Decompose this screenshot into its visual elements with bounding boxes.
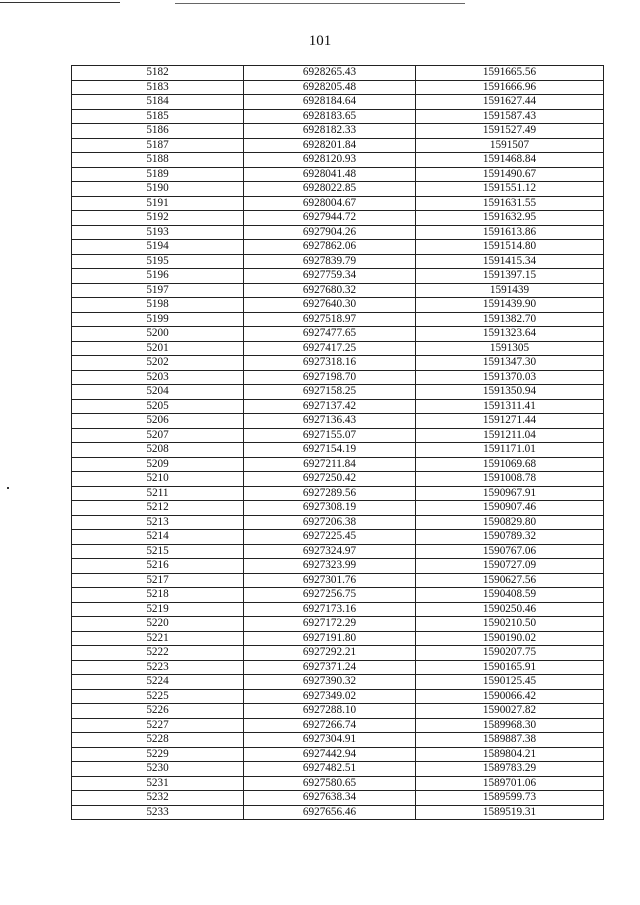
- x-coordinate-cell: 6927944.72: [244, 211, 416, 226]
- x-coordinate-cell: 6927482.51: [244, 762, 416, 777]
- x-coordinate-cell: 6927580.65: [244, 776, 416, 791]
- x-coordinate-cell: 6927371.24: [244, 660, 416, 675]
- point-number-cell: 5190: [72, 182, 244, 197]
- y-coordinate-cell: 1591382.70: [416, 312, 604, 327]
- y-coordinate-cell: 1590190.02: [416, 631, 604, 646]
- y-coordinate-cell: 1591527.49: [416, 124, 604, 139]
- table-row: [72, 283, 604, 298]
- x-coordinate-cell: 6927173.16: [244, 602, 416, 617]
- table-row: [72, 660, 604, 675]
- table-row: [72, 211, 604, 226]
- x-coordinate-cell: 6927225.45: [244, 530, 416, 545]
- table-row: [72, 501, 604, 516]
- point-number-cell: 5204: [72, 385, 244, 400]
- point-number-cell: 5197: [72, 283, 244, 298]
- y-coordinate-cell: 1590907.46: [416, 501, 604, 516]
- point-number-cell: 5224: [72, 675, 244, 690]
- x-coordinate-cell: 6927323.99: [244, 559, 416, 574]
- point-number-cell: 5233: [72, 805, 244, 820]
- scan-artifact-line: [0, 2, 120, 3]
- y-coordinate-cell: 1591490.67: [416, 167, 604, 182]
- x-coordinate-cell: 6927680.32: [244, 283, 416, 298]
- table-row: [72, 515, 604, 530]
- point-number-cell: 5212: [72, 501, 244, 516]
- table-row: [72, 80, 604, 95]
- y-coordinate-cell: 1591468.84: [416, 153, 604, 168]
- x-coordinate-cell: 6927206.38: [244, 515, 416, 530]
- table-row: [72, 472, 604, 487]
- point-number-cell: 5191: [72, 196, 244, 211]
- table-row: [72, 312, 604, 327]
- x-coordinate-cell: 6927250.42: [244, 472, 416, 487]
- point-number-cell: 5221: [72, 631, 244, 646]
- x-coordinate-cell: 6928205.48: [244, 80, 416, 95]
- y-coordinate-cell: 1590408.59: [416, 588, 604, 603]
- point-number-cell: 5182: [72, 66, 244, 81]
- table-row: [72, 588, 604, 603]
- y-coordinate-cell: 1589519.31: [416, 805, 604, 820]
- table-row: [72, 443, 604, 458]
- point-number-cell: 5222: [72, 646, 244, 661]
- table-row: [72, 370, 604, 385]
- y-coordinate-cell: 1591347.30: [416, 356, 604, 371]
- table-row: [72, 153, 604, 168]
- x-coordinate-cell: 6927904.26: [244, 225, 416, 240]
- point-number-cell: 5186: [72, 124, 244, 139]
- y-coordinate-cell: 1590727.09: [416, 559, 604, 574]
- y-coordinate-cell: 1590165.91: [416, 660, 604, 675]
- x-coordinate-cell: 6927154.19: [244, 443, 416, 458]
- point-number-cell: 5209: [72, 457, 244, 472]
- y-coordinate-cell: 1590627.56: [416, 573, 604, 588]
- point-number-cell: 5185: [72, 109, 244, 124]
- x-coordinate-cell: 6927638.34: [244, 791, 416, 806]
- point-number-cell: 5206: [72, 414, 244, 429]
- table-row: [72, 254, 604, 269]
- scan-artifact-dot: [7, 487, 9, 489]
- point-number-cell: 5210: [72, 472, 244, 487]
- table-row: [72, 573, 604, 588]
- y-coordinate-cell: 1591632.95: [416, 211, 604, 226]
- y-coordinate-cell: 1589887.38: [416, 733, 604, 748]
- table-row: [72, 544, 604, 559]
- y-coordinate-cell: 1591397.15: [416, 269, 604, 284]
- point-number-cell: 5219: [72, 602, 244, 617]
- table-row: [72, 66, 604, 81]
- x-coordinate-cell: 6927288.10: [244, 704, 416, 719]
- table-row: [72, 791, 604, 806]
- table-row: [72, 138, 604, 153]
- y-coordinate-cell: 1591311.41: [416, 399, 604, 414]
- point-number-cell: 5193: [72, 225, 244, 240]
- y-coordinate-cell: 1591551.12: [416, 182, 604, 197]
- x-coordinate-cell: 6927656.46: [244, 805, 416, 820]
- x-coordinate-cell: 6927172.29: [244, 617, 416, 632]
- point-number-cell: 5231: [72, 776, 244, 791]
- y-coordinate-cell: 1590789.32: [416, 530, 604, 545]
- table-row: [72, 225, 604, 240]
- point-number-cell: 5223: [72, 660, 244, 675]
- x-coordinate-cell: 6927324.97: [244, 544, 416, 559]
- point-number-cell: 5203: [72, 370, 244, 385]
- y-coordinate-cell: 1591370.03: [416, 370, 604, 385]
- point-number-cell: 5220: [72, 617, 244, 632]
- y-coordinate-cell: 1590125.45: [416, 675, 604, 690]
- point-number-cell: 5195: [72, 254, 244, 269]
- point-number-cell: 5217: [72, 573, 244, 588]
- point-number-cell: 5213: [72, 515, 244, 530]
- table-row: [72, 733, 604, 748]
- table-row: [72, 269, 604, 284]
- x-coordinate-cell: 6927136.43: [244, 414, 416, 429]
- point-number-cell: 5211: [72, 486, 244, 501]
- x-coordinate-cell: 6927390.32: [244, 675, 416, 690]
- y-coordinate-cell: 1591507: [416, 138, 604, 153]
- y-coordinate-cell: 1591514.80: [416, 240, 604, 255]
- x-coordinate-cell: 6927839.79: [244, 254, 416, 269]
- y-coordinate-cell: 1591350.94: [416, 385, 604, 400]
- table-row: [72, 718, 604, 733]
- table-row: [72, 341, 604, 356]
- table-row: [72, 486, 604, 501]
- point-number-cell: 5214: [72, 530, 244, 545]
- table-row: [72, 530, 604, 545]
- table-row: [72, 196, 604, 211]
- point-number-cell: 5216: [72, 559, 244, 574]
- x-coordinate-cell: 6927155.07: [244, 428, 416, 443]
- y-coordinate-cell: 1590210.50: [416, 617, 604, 632]
- table-row: [72, 414, 604, 429]
- table-row: [72, 240, 604, 255]
- point-number-cell: 5200: [72, 327, 244, 342]
- table-row: [72, 747, 604, 762]
- point-number-cell: 5184: [72, 95, 244, 110]
- point-number-cell: 5215: [72, 544, 244, 559]
- point-number-cell: 5202: [72, 356, 244, 371]
- x-coordinate-cell: 6927301.76: [244, 573, 416, 588]
- coordinates-table: [71, 65, 604, 820]
- table-row: [72, 762, 604, 777]
- point-number-cell: 5189: [72, 167, 244, 182]
- x-coordinate-cell: 6927442.94: [244, 747, 416, 762]
- y-coordinate-cell: 1589968.30: [416, 718, 604, 733]
- y-coordinate-cell: 1590250.46: [416, 602, 604, 617]
- point-number-cell: 5232: [72, 791, 244, 806]
- y-coordinate-cell: 1591666.96: [416, 80, 604, 95]
- x-coordinate-cell: 6927862.06: [244, 240, 416, 255]
- x-coordinate-cell: 6927158.25: [244, 385, 416, 400]
- x-coordinate-cell: 6927211.84: [244, 457, 416, 472]
- x-coordinate-cell: 6927191.80: [244, 631, 416, 646]
- y-coordinate-cell: 1591211.04: [416, 428, 604, 443]
- y-coordinate-cell: 1590207.75: [416, 646, 604, 661]
- table-row: [72, 327, 604, 342]
- point-number-cell: 5228: [72, 733, 244, 748]
- y-coordinate-cell: 1590829.80: [416, 515, 604, 530]
- table-row: [72, 602, 604, 617]
- y-coordinate-cell: 1589599.73: [416, 791, 604, 806]
- x-coordinate-cell: 6928120.93: [244, 153, 416, 168]
- coordinates-table-body: [72, 66, 604, 820]
- x-coordinate-cell: 6928182.33: [244, 124, 416, 139]
- point-number-cell: 5218: [72, 588, 244, 603]
- x-coordinate-cell: 6927518.97: [244, 312, 416, 327]
- x-coordinate-cell: 6927640.30: [244, 298, 416, 313]
- point-number-cell: 5183: [72, 80, 244, 95]
- point-number-cell: 5229: [72, 747, 244, 762]
- table-row: [72, 298, 604, 313]
- x-coordinate-cell: 6927289.56: [244, 486, 416, 501]
- x-coordinate-cell: 6927759.34: [244, 269, 416, 284]
- x-coordinate-cell: 6927349.02: [244, 689, 416, 704]
- y-coordinate-cell: 1591008.78: [416, 472, 604, 487]
- x-coordinate-cell: 6928184.64: [244, 95, 416, 110]
- x-coordinate-cell: 6927417.25: [244, 341, 416, 356]
- y-coordinate-cell: 1591665.56: [416, 66, 604, 81]
- point-number-cell: 5194: [72, 240, 244, 255]
- table-row: [72, 399, 604, 414]
- x-coordinate-cell: 6927292.21: [244, 646, 416, 661]
- point-number-cell: 5230: [72, 762, 244, 777]
- table-row: [72, 704, 604, 719]
- x-coordinate-cell: 6927304.91: [244, 733, 416, 748]
- x-coordinate-cell: 6927308.19: [244, 501, 416, 516]
- y-coordinate-cell: 1591069.68: [416, 457, 604, 472]
- table-row: [72, 457, 604, 472]
- table-row: [72, 356, 604, 371]
- x-coordinate-cell: 6927137.42: [244, 399, 416, 414]
- point-number-cell: 5226: [72, 704, 244, 719]
- table-row: [72, 182, 604, 197]
- y-coordinate-cell: 1590027.82: [416, 704, 604, 719]
- x-coordinate-cell: 6927266.74: [244, 718, 416, 733]
- x-coordinate-cell: 6928022.85: [244, 182, 416, 197]
- y-coordinate-cell: 1591631.55: [416, 196, 604, 211]
- page-number: 101: [308, 33, 332, 49]
- point-number-cell: 5192: [72, 211, 244, 226]
- y-coordinate-cell: 1590066.42: [416, 689, 604, 704]
- table-row: [72, 617, 604, 632]
- x-coordinate-cell: 6928201.84: [244, 138, 416, 153]
- table-row: [72, 559, 604, 574]
- table-row: [72, 805, 604, 820]
- table-row: [72, 646, 604, 661]
- point-number-cell: 5227: [72, 718, 244, 733]
- table-row: [72, 167, 604, 182]
- y-coordinate-cell: 1590967.91: [416, 486, 604, 501]
- point-number-cell: 5201: [72, 341, 244, 356]
- y-coordinate-cell: 1591439.90: [416, 298, 604, 313]
- table-row: [72, 109, 604, 124]
- y-coordinate-cell: 1591171.01: [416, 443, 604, 458]
- table-row: [72, 428, 604, 443]
- point-number-cell: 5187: [72, 138, 244, 153]
- y-coordinate-cell: 1591305: [416, 341, 604, 356]
- y-coordinate-cell: 1589701.06: [416, 776, 604, 791]
- point-number-cell: 5199: [72, 312, 244, 327]
- table-row: [72, 631, 604, 646]
- x-coordinate-cell: 6928041.48: [244, 167, 416, 182]
- x-coordinate-cell: 6927318.16: [244, 356, 416, 371]
- point-number-cell: 5196: [72, 269, 244, 284]
- point-number-cell: 5198: [72, 298, 244, 313]
- y-coordinate-cell: 1589783.29: [416, 762, 604, 777]
- x-coordinate-cell: 6927198.70: [244, 370, 416, 385]
- y-coordinate-cell: 1591323.64: [416, 327, 604, 342]
- point-number-cell: 5205: [72, 399, 244, 414]
- table-row: [72, 124, 604, 139]
- y-coordinate-cell: 1591439: [416, 283, 604, 298]
- y-coordinate-cell: 1591415.34: [416, 254, 604, 269]
- table-row: [72, 385, 604, 400]
- point-number-cell: 5207: [72, 428, 244, 443]
- y-coordinate-cell: 1591613.86: [416, 225, 604, 240]
- point-number-cell: 5208: [72, 443, 244, 458]
- table-row: [72, 689, 604, 704]
- y-coordinate-cell: 1591271.44: [416, 414, 604, 429]
- x-coordinate-cell: 6928183.65: [244, 109, 416, 124]
- x-coordinate-cell: 6928004.67: [244, 196, 416, 211]
- table-row: [72, 776, 604, 791]
- table-row: [72, 95, 604, 110]
- point-number-cell: 5225: [72, 689, 244, 704]
- point-number-cell: 5188: [72, 153, 244, 168]
- y-coordinate-cell: 1591627.44: [416, 95, 604, 110]
- scan-artifact-line: [175, 3, 465, 4]
- y-coordinate-cell: 1590767.06: [416, 544, 604, 559]
- y-coordinate-cell: 1589804.21: [416, 747, 604, 762]
- x-coordinate-cell: 6927477.65: [244, 327, 416, 342]
- y-coordinate-cell: 1591587.43: [416, 109, 604, 124]
- x-coordinate-cell: 6927256.75: [244, 588, 416, 603]
- table-row: [72, 675, 604, 690]
- x-coordinate-cell: 6928265.43: [244, 66, 416, 81]
